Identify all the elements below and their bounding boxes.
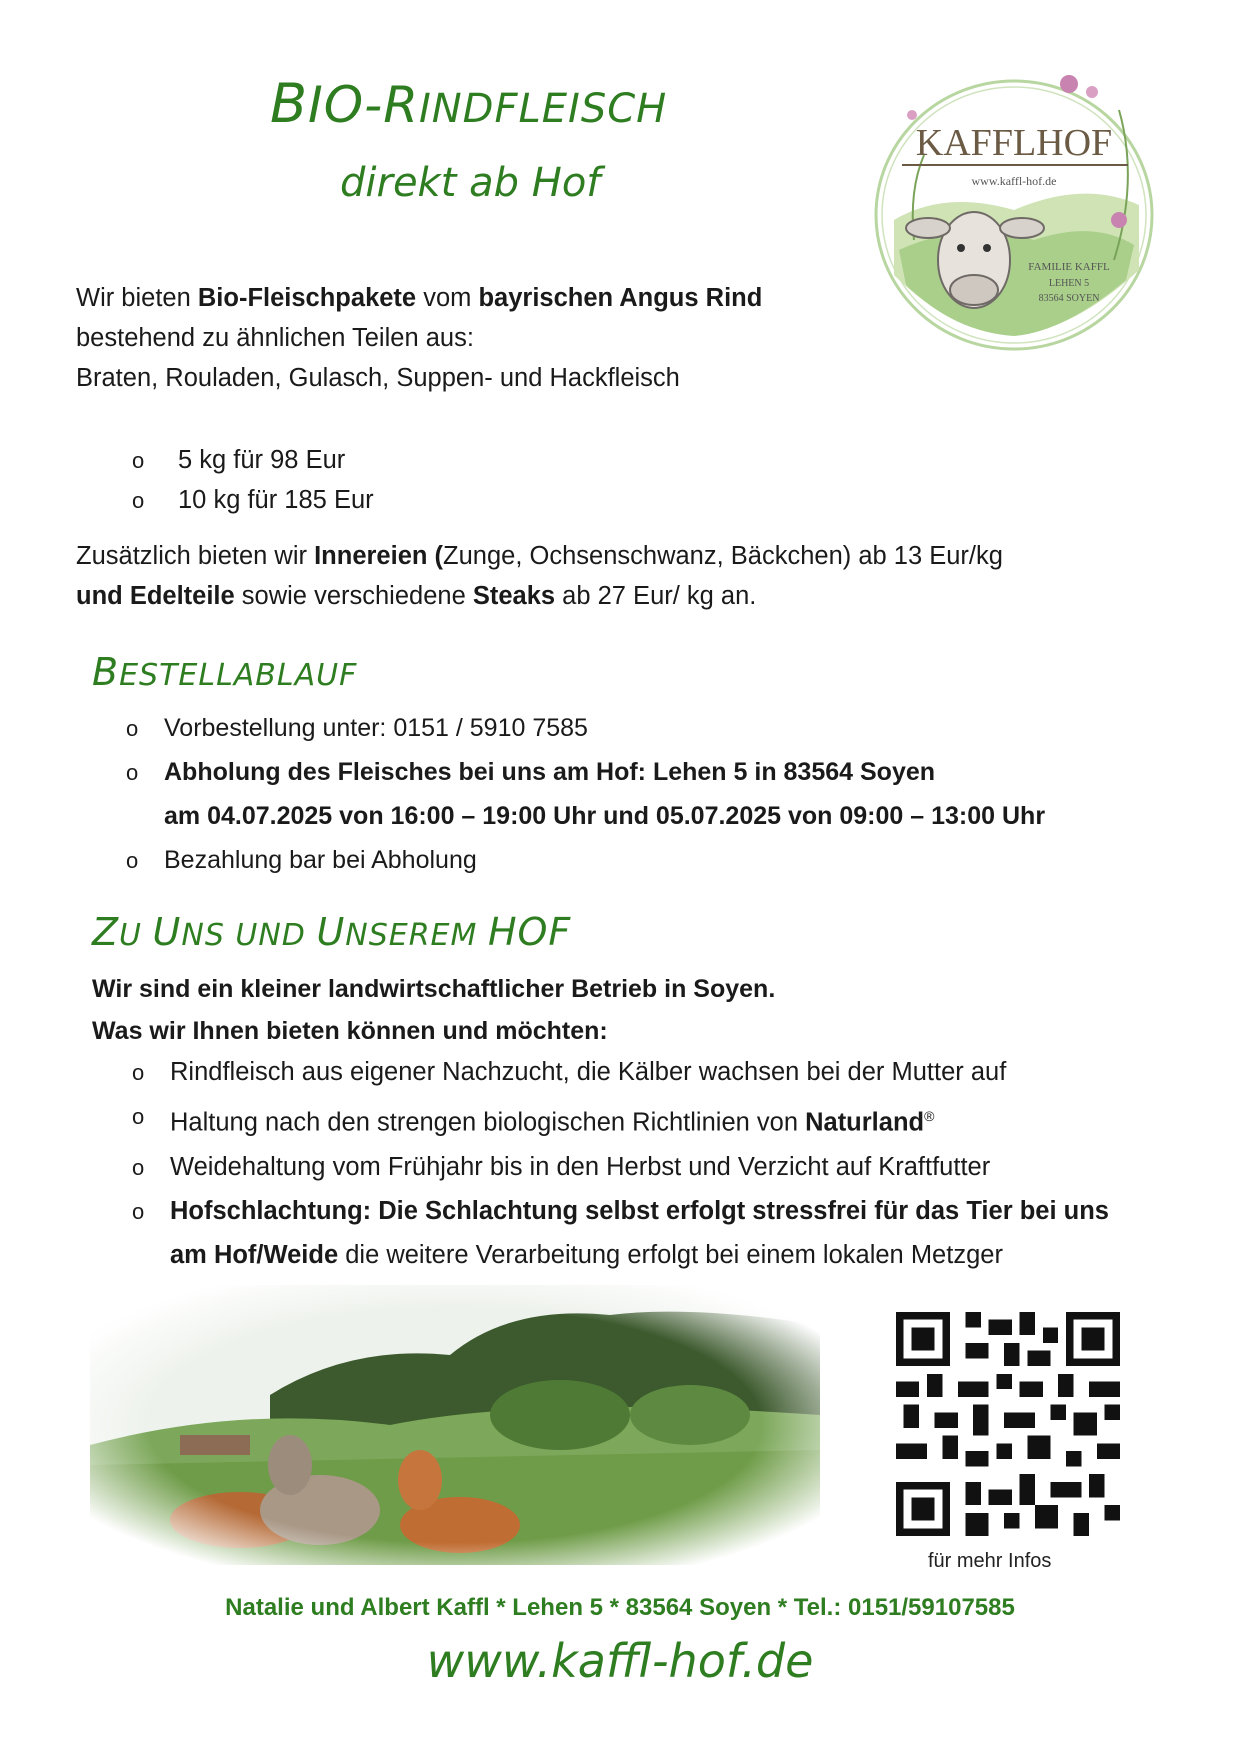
svg-text:LEHEN 5: LEHEN 5 [1048,278,1090,289]
svg-text:KAFFLHOF: KAFFLHOF [915,122,1113,164]
list-item: o Bezahlung bar bei Abholung [126,846,477,874]
price-list [132,440,374,520]
svg-text:83564 SOYEN: 83564 SOYEN [1038,293,1100,304]
list-item: o 10 kg für 185 Eur [132,486,374,514]
svg-text:www.kaffl-hof.de: www.kaffl-hof.de [971,174,1057,188]
kafflhof-logo [864,70,1164,360]
list-item: o 5 kg für 98 Eur [132,446,346,474]
about-intro: Wir sind ein kleiner landwirtschaftlicher Betrieb in Soyen. Was wir Ihnen bieten können und möchten: [92,975,776,1045]
qr-caption: für mehr Infos [928,1550,1052,1572]
list-item: o Haltung nach den strengen biologischen Richtlinien von Naturland® [132,1104,935,1137]
page-subtitle: direkt ab Hof [340,160,601,206]
intro-text: Wir bieten Bio-Fleischpakete vom bayrischen Angus Rind bestehend zu ähnlichen Teilen aus: Braten, Rouladen, Gulasch, Suppen- und Hackfleisch [76,284,763,392]
page-title: BIO-RINDFLEISCH [270,72,668,135]
list-item: o Rindfleisch aus eigener Nachzucht, die Kälber wachsen bei der Mutter auf [132,1058,1007,1086]
svg-text:FAMILIE KAFFL: FAMILIE KAFFL [1028,261,1110,273]
list-item: o Vorbestellung unter: 0151 / 5910 7585 [126,714,588,742]
list-item: o Abholung des Fleisches bei uns am Hof: Lehen 5 in 83564 Soyen am 04.07.2025 von 16:00 – 19:00 Uhr und 05.07.2025 von 09:00 – 13:00 Uhr [126,758,1046,830]
footer-contact: Natalie und Albert Kaffl * Lehen 5 * 83564 Soyen * Tel.: 0151/59107585 [225,1594,1015,1621]
cow-pasture-photo [90,1285,820,1565]
about-heading: ZU UNS UND UNSEREM HOF [92,910,572,954]
additional-offer: Zusätzlich bieten wir Innereien (Zunge, Ochsenschwanz, Bäckchen) ab 13 Eur/kg und Edelteile sowie verschiedene Steaks ab 27 Eur/ kg an. [76,542,1003,610]
order-heading: BESTELLABLAUF [92,650,358,694]
about-list [132,1050,1172,1321]
order-list [126,706,1196,882]
footer-url[interactable]: www.kaffl-hof.de [426,1634,814,1688]
list-item: o Weidehaltung vom Frühjahr bis in den Herbst und Verzicht auf Kraftfutter [132,1152,991,1181]
list-item: o Hofschlachtung: Die Schlachtung selbst erfolgt stressfrei für das Tier bei uns am Hof/Weide die weitere Verarbeitung erfolgt bei einem lokalen Metzger [132,1196,1109,1269]
qr-code[interactable] [896,1312,1120,1536]
